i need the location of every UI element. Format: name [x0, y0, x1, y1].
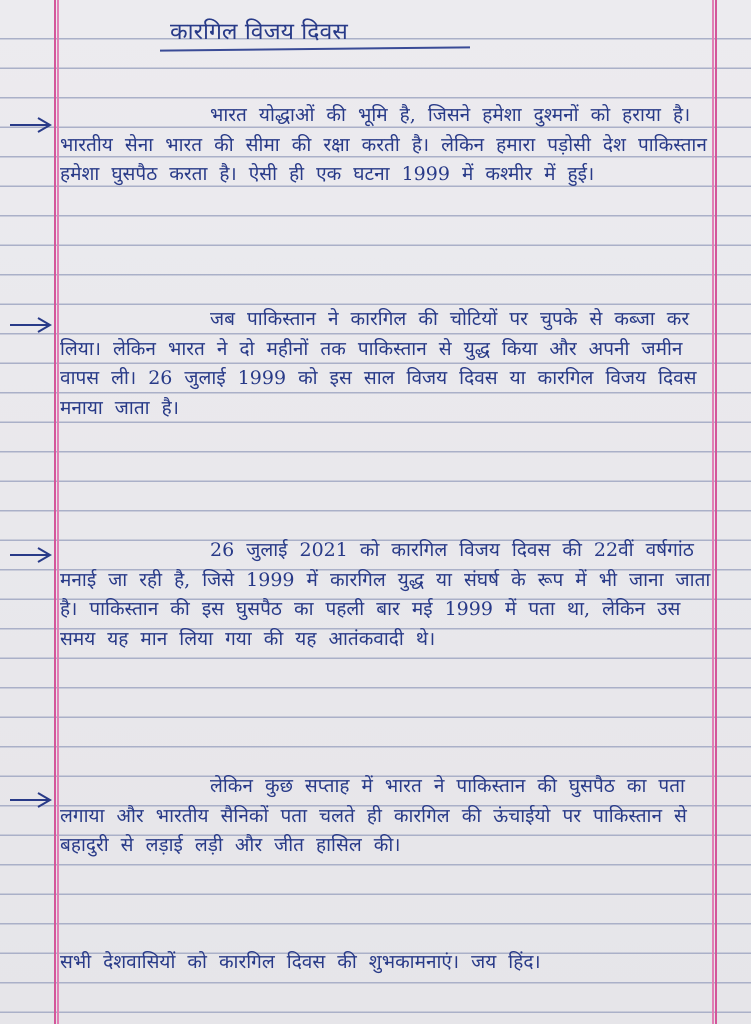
title-underline [160, 46, 470, 51]
paragraph-text: सभी देशवासियों को कारगिल दिवस की शुभकामनाएं। जय हिंद। [60, 951, 541, 973]
paragraph-3 [60, 536, 712, 654]
arrow-bullet-icon [8, 545, 56, 565]
paragraph-text: 26 जुलाई 2021 को कारगिल विजय दिवस की 22वीं वर्षगांठ मनाई जा रही है, जिसे 1999 में कारगिल युद्ध या संघर्ष के रूप में भी जाना जाता है। पाकिस्तान की इस घुसपैठ का पहली बार मई 1999 में पता था, लेकिन उस समय यह मान लिया गया की यह आतंकवादी थे। [60, 539, 711, 650]
arrow-bullet-icon [8, 790, 56, 810]
paragraph-text: भारत योद्धाओं की भूमि है, जिसने हमेशा दुश्मनों को हराया है। भारतीय सेना भारत की सीमा की रक्षा करती है। लेकिन हमारा पड़ोसी देश पाकिस्तान हमेशा घुसपैठ करता है। ऐसी ही एक घटना 1999 में कश्मीर में हुई। [60, 104, 707, 185]
paragraph-text: लेकिन कुछ सप्ताह में भारत ने पाकिस्तान की घुसपैठ का पता लगाया और भारतीय सैनिकों पता चलते ही कारगिल की ऊंचाईयो पर पाकिस्तान से बहादुरी से लड़ाई लड़ी और जीत हासिल की। [60, 775, 687, 856]
paragraph-text: जब पाकिस्तान ने कारगिल की चोटियों पर चुपके से कब्जा कर लिया। लेकिन भारत ने दो महीनों तक पाकिस्तान से युद्ध किया और अपनी जमीन वापस ली। 26 जुलाई 1999 को इस साल विजय दिवस या कारगिल विजय दिवस मनाया जाता है। [60, 308, 697, 419]
arrow-bullet-icon [8, 315, 56, 335]
right-margin-line [715, 0, 717, 1024]
arrow-bullet-icon [8, 115, 56, 135]
paragraph-2 [60, 305, 712, 423]
closing-line [60, 948, 712, 978]
paragraph-4 [60, 772, 712, 861]
left-margin-line [54, 0, 56, 1024]
page-title: कारगिल विजय दिवस [170, 19, 348, 45]
paragraph-1 [60, 101, 712, 190]
